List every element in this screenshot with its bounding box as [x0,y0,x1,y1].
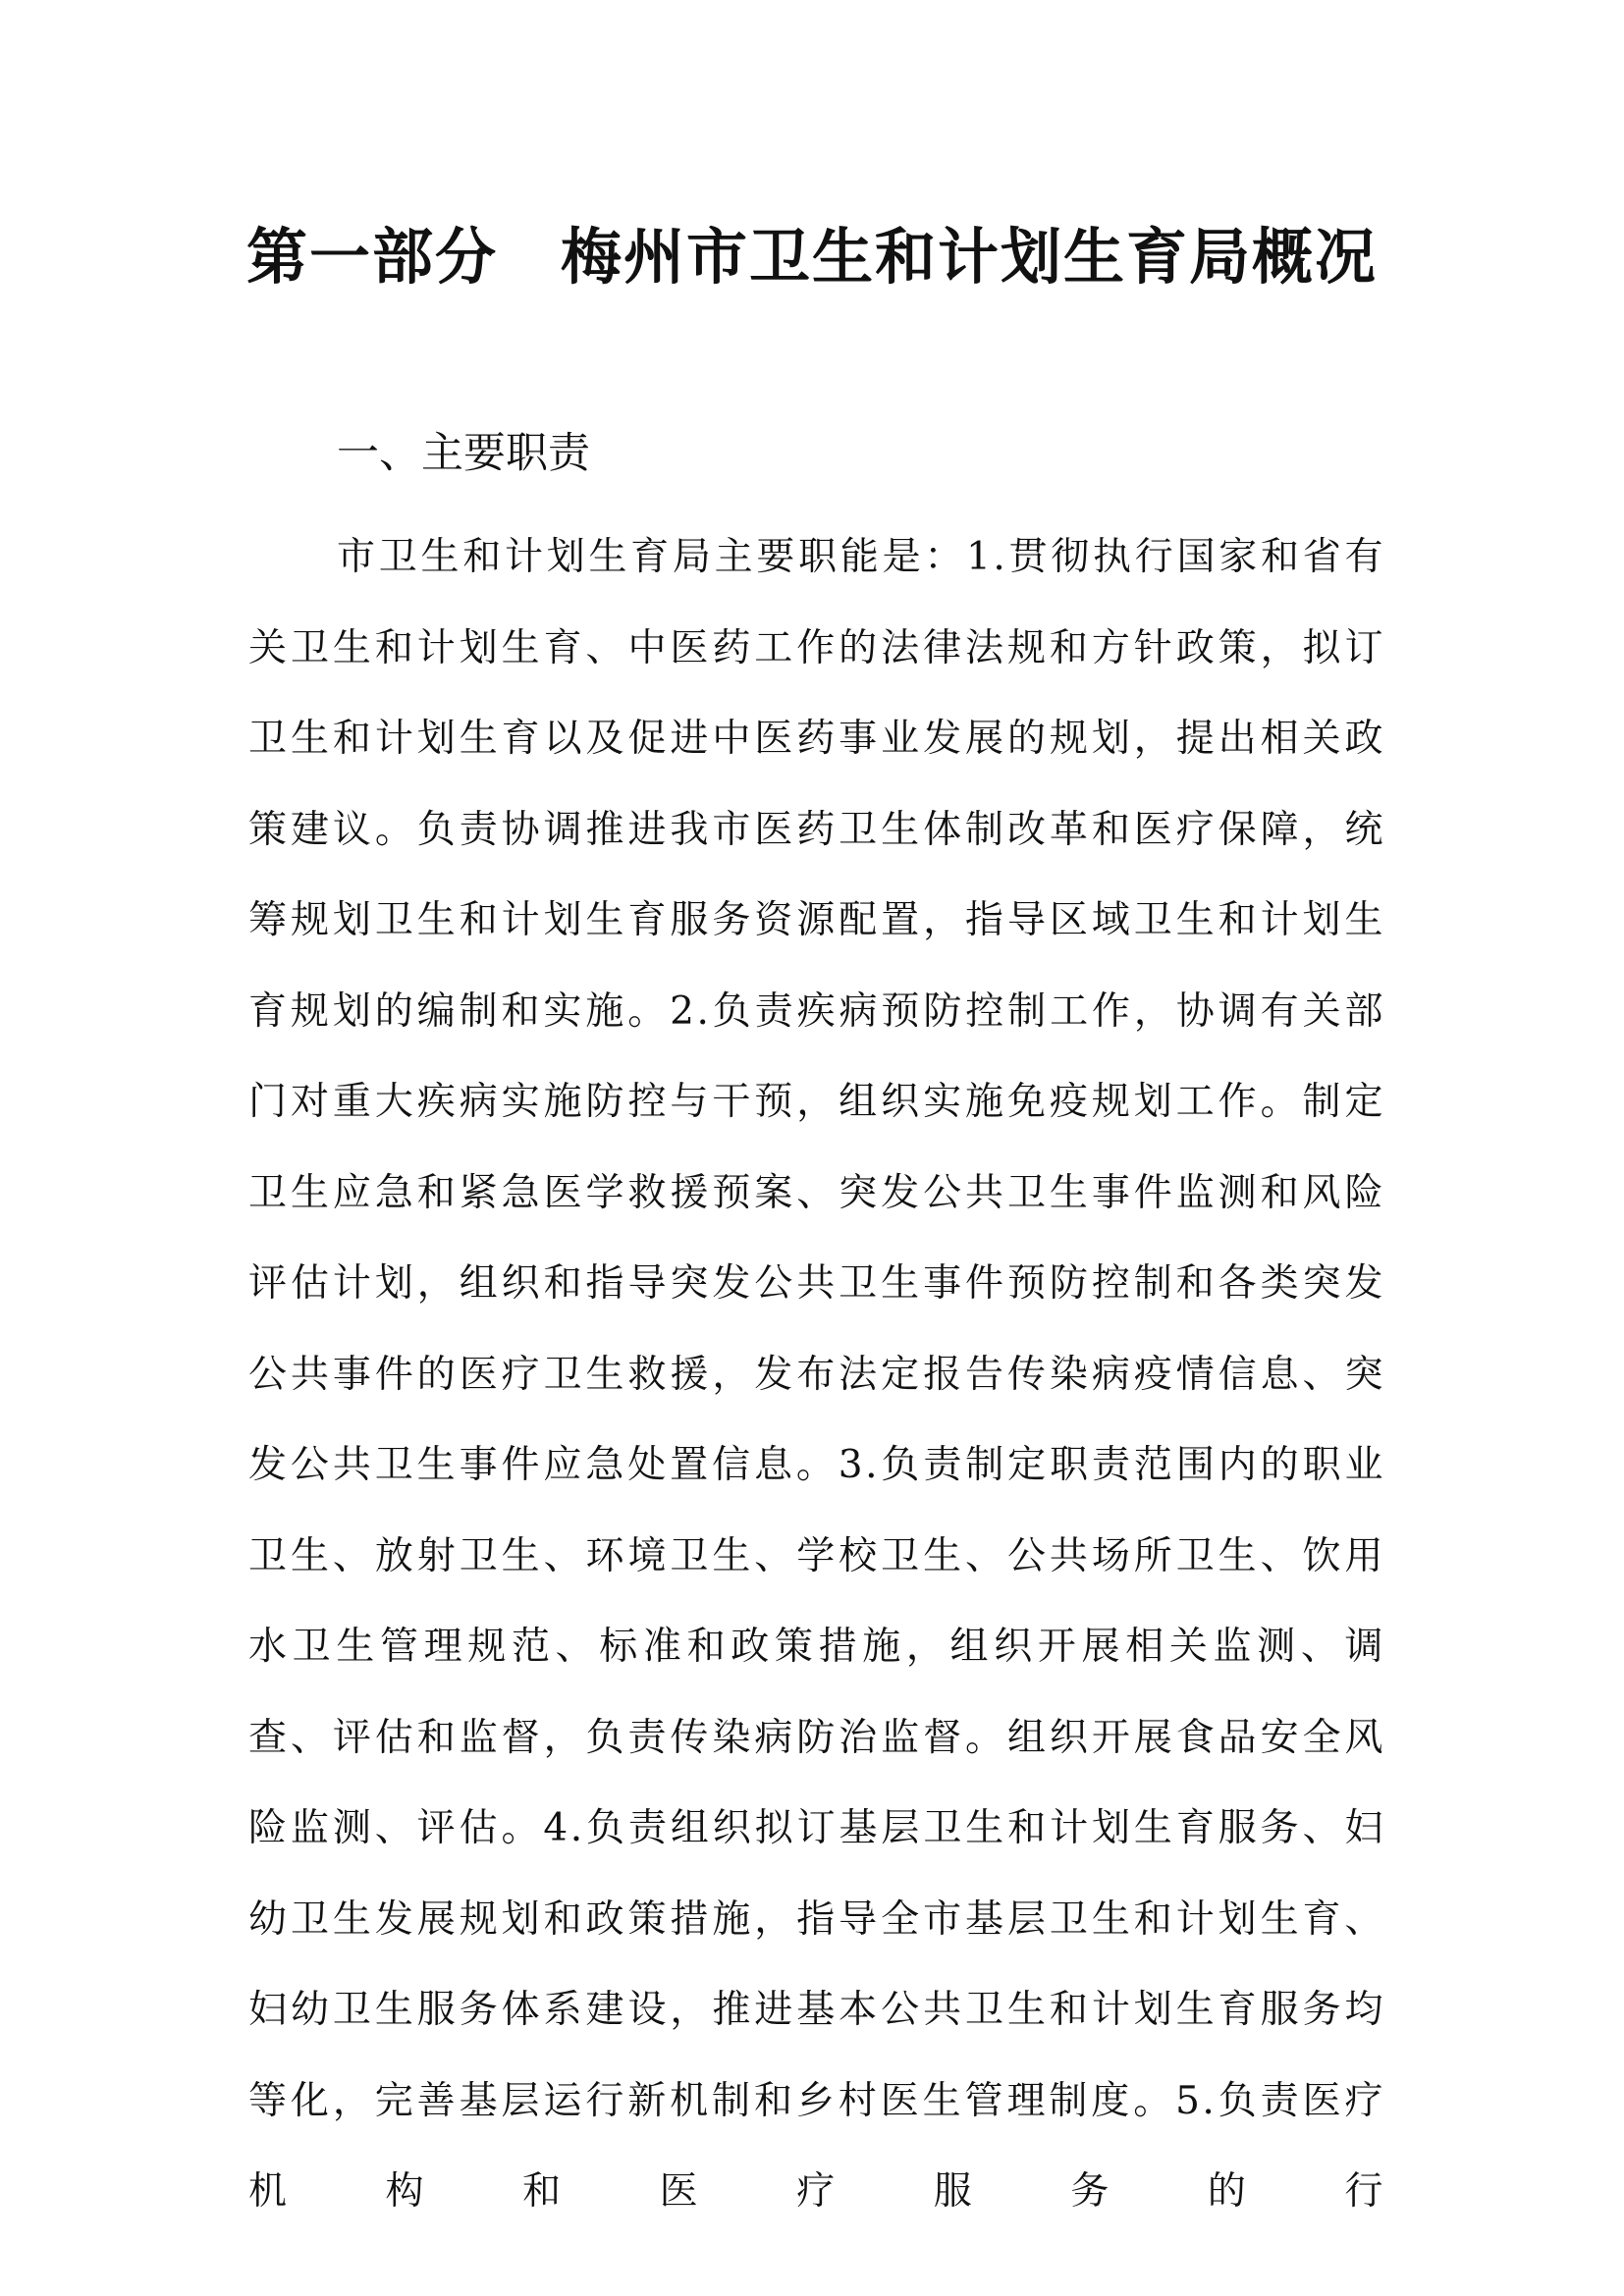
page-title: 第一部分 梅州市卫生和计划生育局概况 [245,221,1378,293]
body-paragraph: 市卫生和计划生育局主要职能是：1.贯彻执行国家和省有关卫生和计划生育、中医药工作的法律法规和方针政策，拟订卫生和计划生育以及促进中医药事业发展的规划，提出相关政策建议。负责协调推进我市医药卫生体制改革和医疗保障，统筹规划卫生和计划生育服务资源配置，指导区域卫生和计划生育规划的编制和实施。2.负责疾病预防控制工作，协调有关部门对重大疾病实施防控与干预，组织实施免疫规划工作。制定卫生应急和紧急医学救援预案、突发公共卫生事件监测和风险评估计划，组织和指导突发公共卫生事件预防控制和各类突发公共事件的医疗卫生救援，发布法定报告传染病疫情信息、突发公共卫生事件应急处置信息。3.负责制定职责范围内的职业卫生、放射卫生、环境卫生、学校卫生、公共场所卫生、饮用水卫生管理规范、标准和政策措施，组织开展相关监测、调查、评估和监督，负责传染病防治监督。组织开展食品安全风险监测、评估。4.负责组织拟订基层卫生和计划生育服务、妇幼卫生发展规划和政策措施，指导全市基层卫生和计划生育、妇幼卫生服务体系建设，推进基本公共卫生和计划生育服务均等化，完善基层运行新机制和乡村医生管理制度。5.负责医疗机构和医疗服务的行 [248,535,1385,2214]
section-heading: 一、主要职责 [337,429,590,478]
